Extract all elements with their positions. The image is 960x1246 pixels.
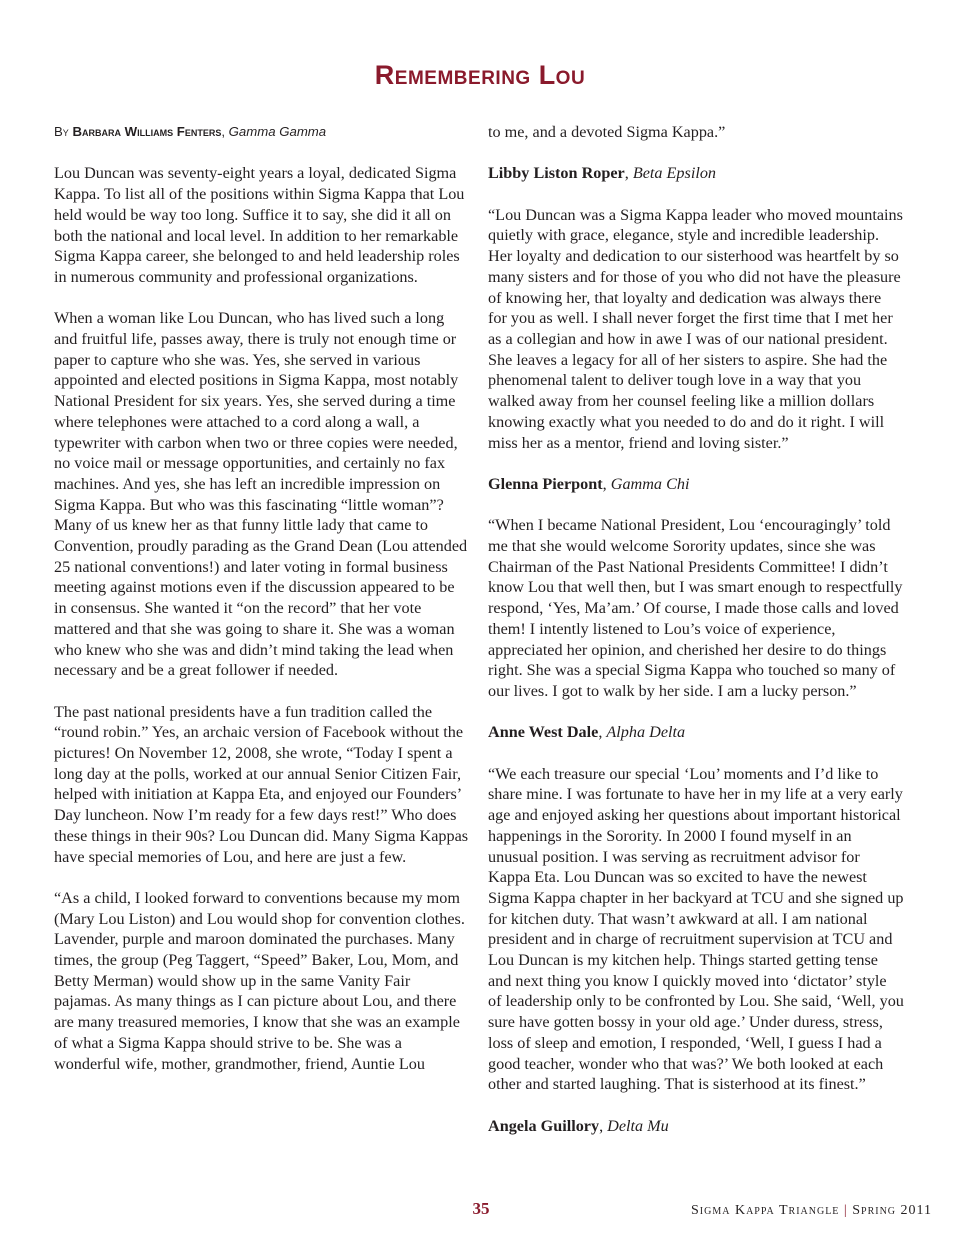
- byline-separator: ,: [221, 124, 229, 139]
- attribution-roper: [488, 163, 904, 184]
- publication-footer: [600, 1203, 932, 1219]
- body-paragraph: When a woman like Lou Duncan, who has lived such a long and fruitful life, passes away, there is truly not enough time or paper to capture who she was. Yes, she served in various appointed and elected positions in Sigma Kappa, most notably National President for six years. Yes, she served during a time where telephones were attached to a cord along a wall, a typewriter with carbon when two or three copies were needed, no voice mail or message opportunities, and certainly no fax machines. And yes, she has left an incredible impression on Sigma Kappa. But who was this fascinating “little woman”? Many of us knew her as that funny little lady that came to Convention, proudly parading as the Grand Dean (Lou attended 25 national conventions!) and later voting in formal business meeting against motions even if the discussion appeared to be in consensus. She wanted it “on the record” that her vote mattered and that she was going to share it. She was a woman who knew who she was and didn’t mind taking the lead when necessary and be a great follower if needed.: [54, 309, 468, 680]
- article-title: Remembering Lou: [374, 60, 586, 90]
- issue-label: Spring 2011: [852, 1203, 932, 1218]
- quote-pierpont: “Lou Duncan was a Sigma Kappa leader who moved mountains quietly with grace, elegance, style and incredible leadership. Her loyalty and dedication to our sisterhood was heartfelt by so many sisters and for those of you who did not have the pleasure of knowing her, that loyalty and dedication was always there for you as well. I shall never forget the first time that I met her as a collegian and how in awe I was of our national president. She leaves a legacy for all of her sisters to aspire. She had the phenomenal talent to deliver tough love in a way that you walked away from her counsel feeling like a million dollars knowing exactly what you needed to do and do it right. I will miss her as a mentor, friend and loving sister.”: [488, 205, 903, 452]
- attribution-name: Anne West Dale: [488, 723, 599, 742]
- attribution-name: Glenna Pierpont: [488, 474, 603, 493]
- body-paragraph: Lou Duncan was seventy-eight years a loyal, dedicated Sigma Kappa. To list all of the positions within Sigma Kappa that Lou held would be way too long. Suffice it to say, she did it all on both the national and local level. In addition to her remarkable Sigma Kappa career, she belonged to and held leadership roles in numerous community and professional organizations.: [54, 164, 465, 286]
- attribution-chapter: Alpha Delta: [606, 723, 686, 742]
- byline-prefix: By: [54, 124, 69, 139]
- byline-author: Barbara Williams Fenters: [72, 124, 222, 139]
- attribution-name: Angela Guillory: [488, 1116, 600, 1135]
- byline-chapter: Gamma Gamma: [228, 124, 327, 139]
- publication-name: Sigma Kappa Triangle: [691, 1203, 840, 1218]
- right-column: [488, 122, 904, 1157]
- left-column: [54, 122, 470, 1095]
- attribution-name: Libby Liston Roper: [488, 164, 625, 183]
- attribution-pierpont: [488, 474, 904, 495]
- attribution-separator: ,: [624, 164, 633, 183]
- attribution-guillory: [488, 1116, 904, 1137]
- attribution-chapter: Gamma Chi: [610, 474, 690, 493]
- quote-guillory: “We each treasure our special ‘Lou’ moments and I’d like to share mine. I was fortunate to have her in my life at a very early age and enjoyed asking her questions about important historical happenings in the Sorority. In 2000 I found myself in an unusual position. I was serving as recruitment advisor for Kappa Eta. Lou Duncan was so excited to have the newest Sigma Kappa chapter in her backyard at TCU and she signed up for kitchen duty. That wasn’t awkward at all. I am national president and in charge of recruitment supervision at TCU and Lou Duncan is my kitchen help. Things started getting tense and next thing you know I quickly moved into ‘dictator’ style of leadership only to be confronted by Lou. She said, ‘Well, you sure have gotten bossy in your old age.’ Under duress, stress, loss of sleep and emotion, I responded, ‘Well, I guess I had a good teacher, wonder who that was?’ We both looked at each other and started laughing. That is sisterhood at its finest.”: [488, 764, 904, 1094]
- body-paragraph: The past national presidents have a fun tradition called the “round robin.” Yes, an archaic version of Facebook without the pictures! On November 12, 2008, she wrote, “Today I spent a long day at the polls, worked at our annual Senior Citizen Fair, helped with initiation at Kappa Eta, and enjoyed our Founders’ Day luncheon. Now I’m ready for a few days rest!” Who does these things in their 90s? Lou Duncan did. Many Sigma Kappas have special memories of Lou, and here are just a few.: [54, 702, 469, 866]
- byline: [54, 122, 470, 143]
- page-number: 35: [472, 1199, 490, 1218]
- attribution-dale: [488, 722, 904, 743]
- footer-separator: |: [843, 1203, 848, 1218]
- quote-roper-part1: “As a child, I looked forward to conventions because my mom (Mary Lou Liston) and Lou would shop for convention clothes. Lavender, purple and maroon dominated the purchases. Many times, the group (Peg Taggert, “Speed” Baker, Lou, Mom, and Betty Merman) would show up in the same Vanity Fair pajamas. As many things as I can picture about Lou, and there are many treasured memories, I know that she was an example of what a Sigma Kappa should strive to be. She was a wonderful wife, mother, grandmother, friend, Auntie Lou: [54, 888, 465, 1073]
- attribution-chapter: Delta Mu: [607, 1116, 669, 1135]
- attribution-separator: ,: [602, 474, 611, 493]
- attribution-chapter: Beta Epsilon: [632, 164, 717, 183]
- quote-roper-part2: to me, and a devoted Sigma Kappa.”: [488, 123, 726, 141]
- attribution-separator: ,: [598, 723, 607, 742]
- attribution-separator: ,: [599, 1116, 608, 1135]
- quote-dale: “When I became National President, Lou ‘encouragingly’ told me that she would welcome Sorority updates, since she was Chairman of the Past National Presidents Committee! I didn’t know Lou that well then, but I was smart enough to respectfully respond, ‘Yes, Ma’am.’ Of course, I made those calls and loved them! I intently listened to Lou’s voice of experience, appreciated her opinion, and cherished her desire to do things right. She was a special Sigma Kappa who touched so many of our lives. I got to walk by her side. I am a lucky person.”: [488, 516, 903, 700]
